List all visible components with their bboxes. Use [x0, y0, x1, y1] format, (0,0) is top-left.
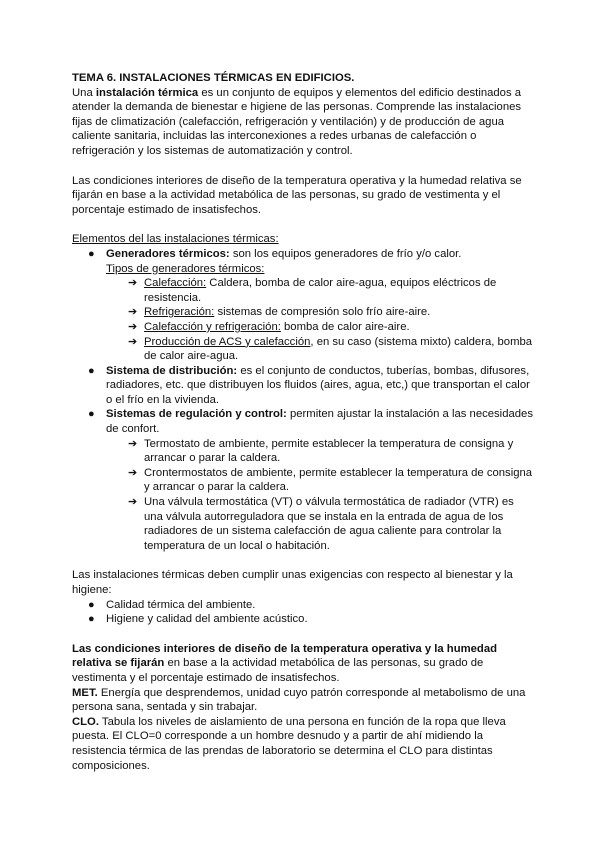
bullet-icon: ●	[88, 364, 95, 377]
arrow-icon: ➔	[128, 277, 138, 290]
arrow-icon: ➔	[128, 496, 138, 509]
arrow-icon: ➔	[128, 306, 138, 319]
list-item: ➔ Calefacción y refrigeración: bomba de calor aire-aire.	[128, 320, 410, 333]
elements-list-cont	[72, 364, 534, 437]
arrow-icon: ➔	[128, 320, 138, 333]
list-item: ➔ Termostato de ambiente, permite establecer la temperatura de consigna y arrancar o parar la caldera.	[128, 437, 514, 465]
list-item: ➔ Crontermostatos de ambiente, permite establecer la temperatura de consigna y arrancar o parar la caldera.	[128, 466, 533, 494]
list-item-regulacion: ● Sistemas de regulación y control: permiten ajustar la instalación a las necesidades de confort.	[88, 408, 533, 436]
elements-list	[72, 247, 534, 262]
list-item-distribucion: ● Sistema de distribución: es el conjunto de conductos, tuberías, bombas, difusores, radiadores, etc. que distribuyen los fluidos (aires, agua, etc,) que transportan el calor o el frío en la vivienda.	[88, 364, 530, 406]
arrow-icon: ➔	[128, 466, 138, 479]
bullet-icon: ●	[88, 613, 95, 626]
intro-bold-term: instalación térmica	[95, 86, 199, 99]
list-item: ➔ Calefacción: Caldera, bomba de calor aire-agua, equipos eléctricos de resistencia.	[128, 277, 497, 304]
page-title: TEMA 6. INSTALACIONES TÉRMICAS EN EDIFICIOS.	[72, 72, 355, 84]
requirements-list	[72, 598, 534, 627]
generator-types-list	[94, 276, 534, 364]
arrow-icon: ➔	[128, 335, 138, 348]
design-conditions-paragraph: Las condiciones interiores de diseño de la temperatura operativa y la humedad relativa se fijarán en base a la actividad metabólica de las personas, su grado de vestimenta y el porcentaje estimado de insatisfechos.	[72, 642, 498, 684]
list-item: ● Higiene y calidad del ambiente acústico.	[88, 613, 308, 626]
intro-paragraph: Una instalación térmica es un conjunto de equipos y elementos del edificio destinados a atender la demanda de bienestar e higiene de las personas. Comprende las instalaciones fijas de climatización (calefacción, refrigeración y ventilación) y de producción de agua caliente sanitaria, incluidas las interconexiones a redes urbanas de calefacción o refrigeración y los sistemas de automatización y control.	[72, 86, 522, 157]
arrow-icon: ➔	[128, 437, 138, 450]
list-item: ➔ Refrigeración: sistemas de compresión solo frío aire-aire.	[128, 306, 431, 319]
list-item: ➔ Producción de ACS y calefacción, en su caso (sistema mixto) caldera, bomba de calor aire-agua.	[128, 335, 533, 363]
bullet-icon: ●	[88, 247, 95, 260]
clo-paragraph: CLO. Tabula los niveles de aislamiento de una persona en función de la ropa que lleva puesta. El CLO=0 corresponde a un hombre desnudo y a partir de ahí midiendo la resistencia térmica de las prendas de laboratorio se determina el CLO para distintas composiciones.	[72, 715, 506, 772]
list-item-generadores: ● Generadores térmicos: son los equipos generadores de frío y/o calor.	[88, 247, 462, 260]
requirements-paragraph: Las instalaciones térmicas deben cumplir unas exigencias con respecto al bienestar y la higiene:	[72, 569, 513, 596]
bullet-icon: ●	[88, 408, 95, 421]
generator-types-heading: Tipos de generadores térmicos:	[106, 262, 265, 275]
met-paragraph: MET. Energía que desprendemos, unidad cuyo patrón corresponde al metabolismo de una persona sana, sentada y sin trabajar.	[72, 686, 526, 714]
bullet-icon: ●	[88, 598, 95, 611]
list-item: ● Calidad térmica del ambiente.	[88, 598, 256, 611]
list-item: ➔ Una válvula termostática (VT) o válvula termostática de radiador (VTR) es una válvula autorreguladora que se instala en la entrada de agua de los radiadores de un sistema calefacción de agua caliente para controlar la temperatura de un local o habitación.	[128, 496, 514, 552]
elements-heading: Elementos del las instalaciones térmicas:	[72, 233, 279, 246]
conditions-paragraph: Las condiciones interiores de diseño de la temperatura operativa y la humedad relativa se fijarán en base a la actividad metabólica de las personas, su grado de vestimenta y el porcentaje estimado de insatisfechos.	[72, 174, 522, 216]
document-content	[72, 71, 534, 773]
regulation-items-list	[72, 437, 534, 554]
